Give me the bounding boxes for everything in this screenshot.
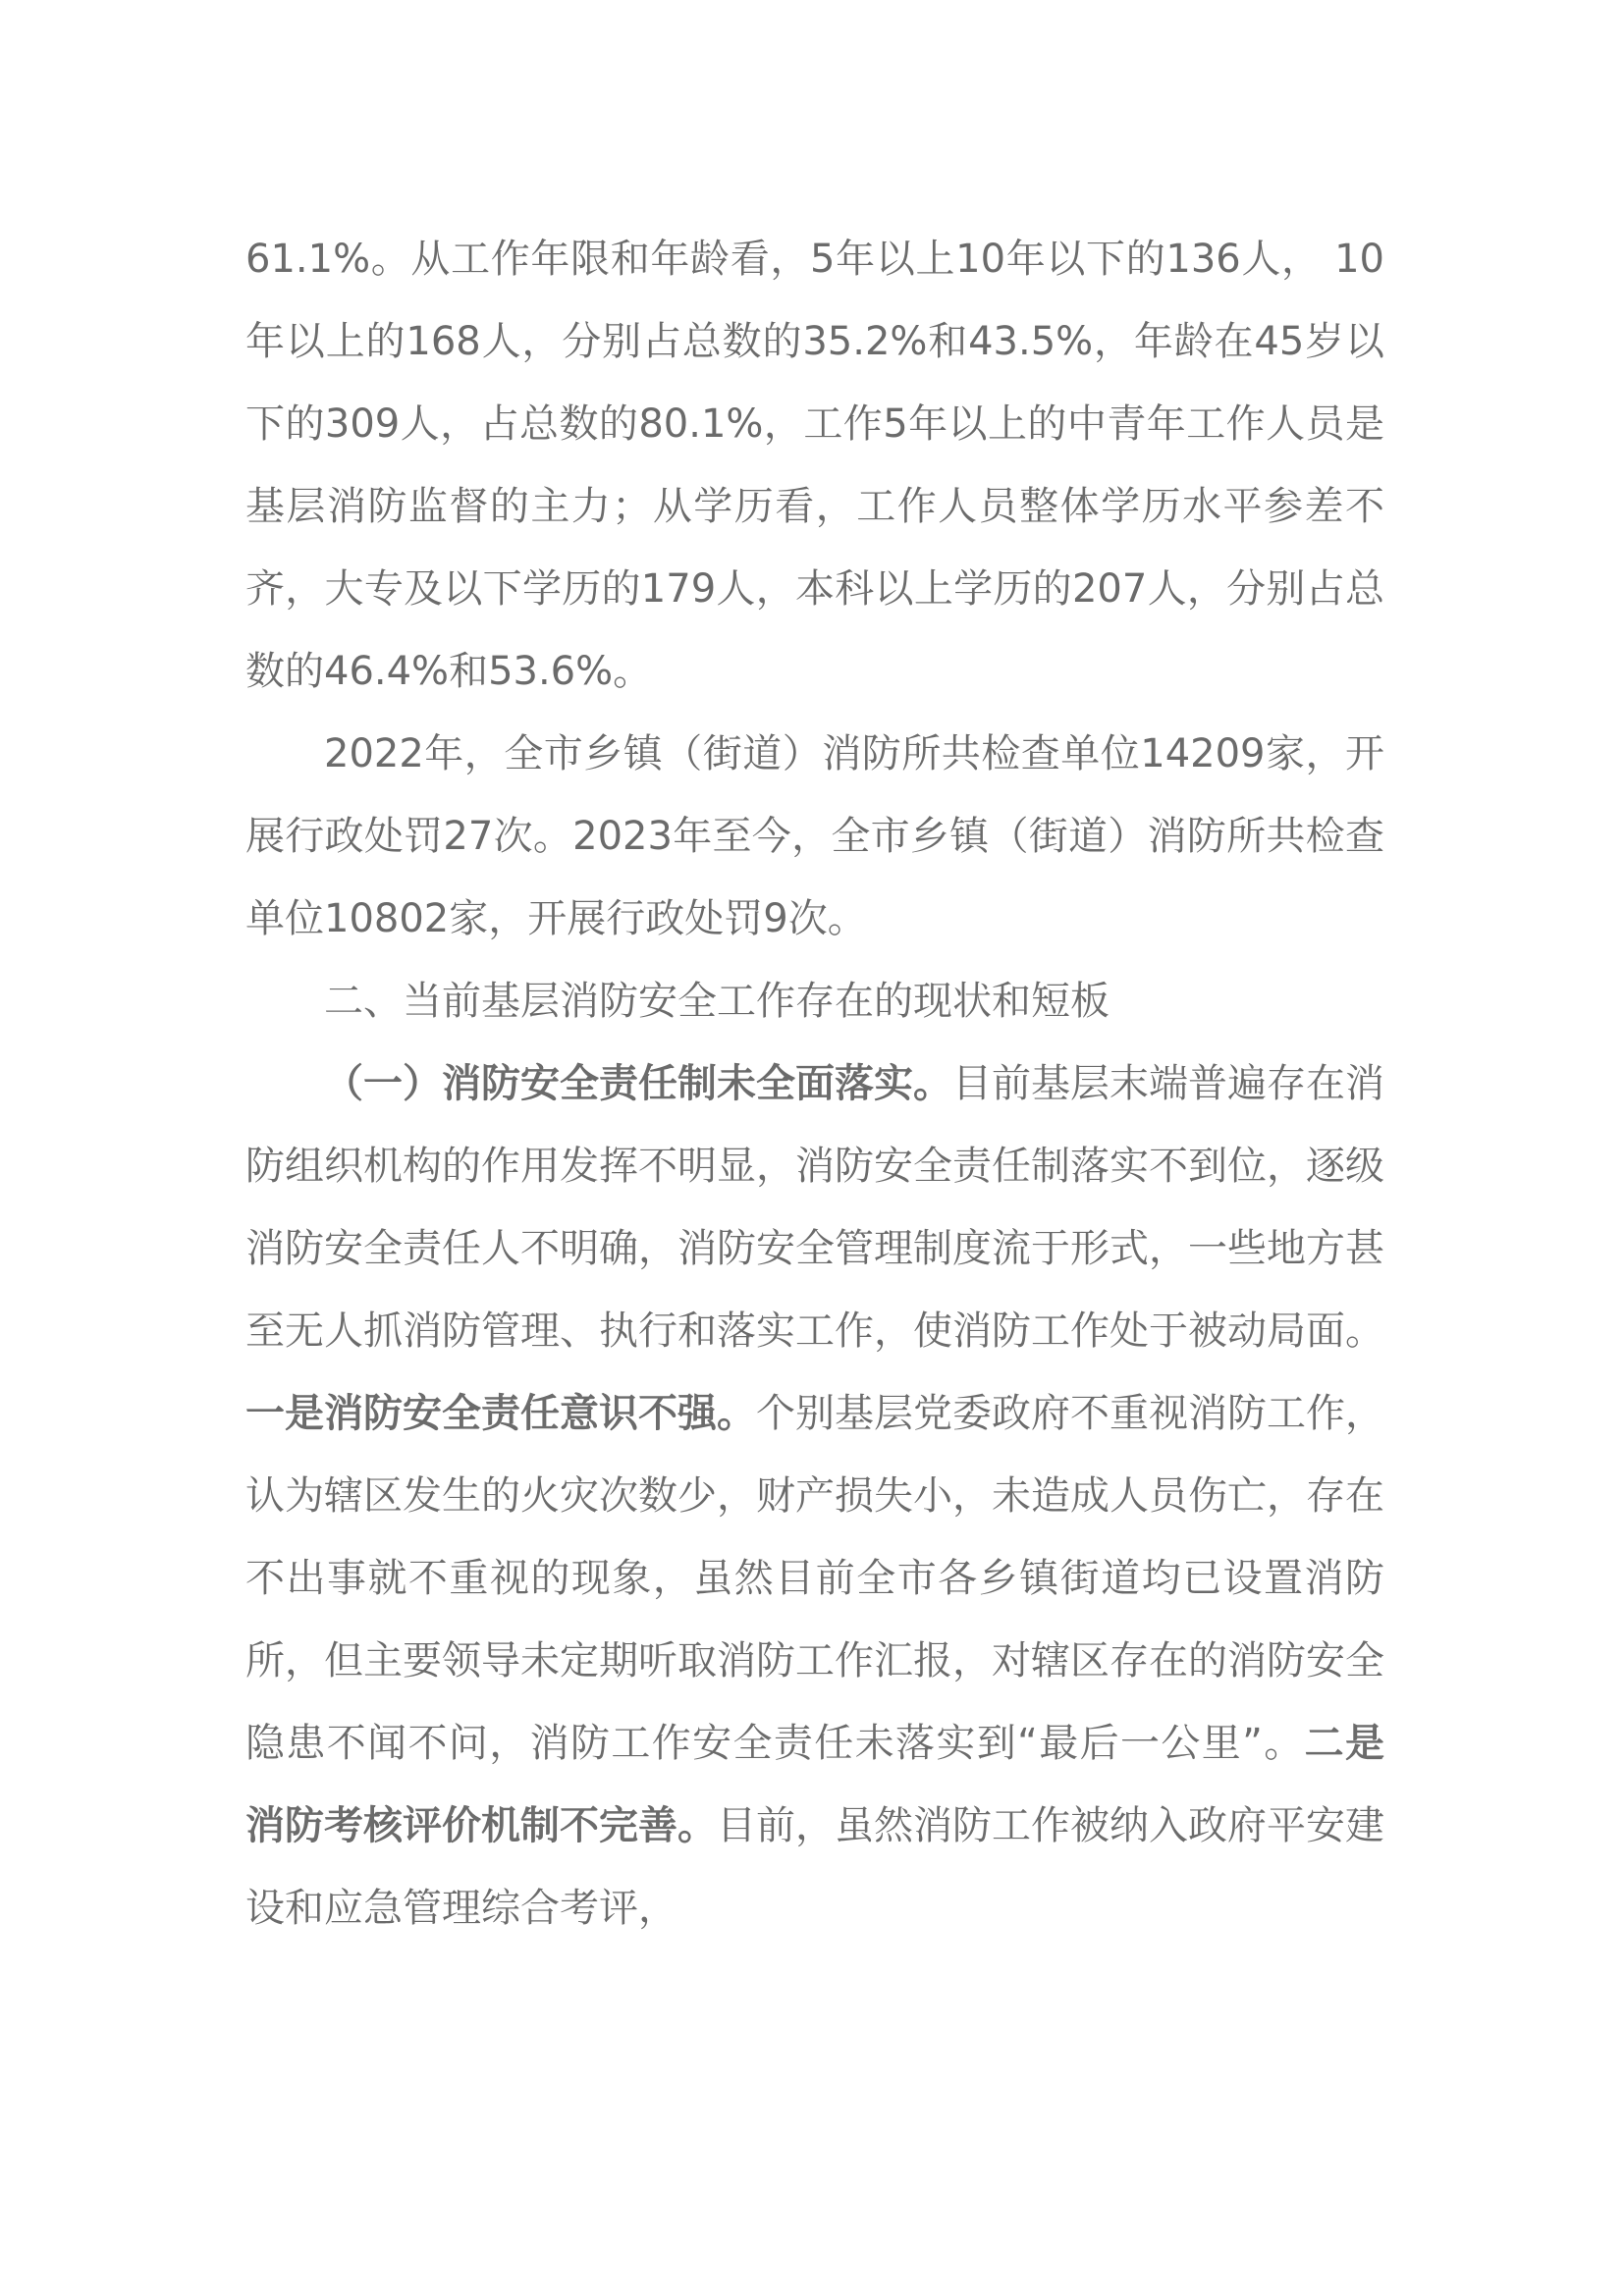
paragraph-responsibility — [245, 1042, 1384, 1949]
paragraph-text: 61.1%。从工作年限和年龄看，5年以上10年以下的136人， 10年以上的168人，分别占总数的35.2%和43.5%，年龄在45岁以下的309人，占总数的80.1%，工作5年以上的中青年工作人员是基层消防监督的主力；从学历看，工作人员整体学历水平参差不齐，大专及以下学历的179人，本科以上学历的207人，分别占总数的46.4%和53.6%。 — [245, 237, 1384, 694]
point-one-title: 一是消防安全责任意识不强。 — [245, 1391, 756, 1436]
document-body — [245, 218, 1384, 1949]
paragraph-text: 2022年，全市乡镇（街道）消防所共检查单位14209家，开展行政处罚27次。2023年至今，全市乡镇（街道）消防所共检查单位10802家，开展行政处罚9次。 — [245, 731, 1384, 941]
subsection-title: （一）消防安全责任制未全面落实。 — [324, 1061, 952, 1106]
paragraph-text: 目前，虽然消防工作被纳入政府平安建设和应急管理综合考评， — [245, 1803, 1384, 1931]
paragraph-personnel-stats — [245, 218, 1384, 713]
heading-text: 二、当前基层消防安全工作存在的现状和短板 — [324, 979, 1110, 1024]
paragraph-text: 目前基层末端普遍存在消防组织机构的作用发挥不明显，消防安全责任制落实不到位，逐级消防安全责任人不明确，消防安全管理制度流于形式，一些地方甚至无人抓消防管理、执行和落实工作，使消防工作处于被动局面。 — [245, 1061, 1384, 1354]
point-two-title: 二是消防考核评价机制不完善。 — [245, 1721, 1385, 1848]
paragraph-text: 个别基层党委政府不重视消防工作，认为辖区发生的火灾次数少，财产损失小，未造成人员伤亡，存在不出事就不重视的现象，虽然目前全市各乡镇街道均已设置消防所，但主要领导未定期听取消防工作汇报，对辖区存在的消防安全隐患不闻不问，消防工作安全责任未落实到“最后一公里”。 — [245, 1391, 1384, 1766]
section-heading — [245, 960, 1384, 1042]
paragraph-inspection-stats — [245, 713, 1384, 960]
